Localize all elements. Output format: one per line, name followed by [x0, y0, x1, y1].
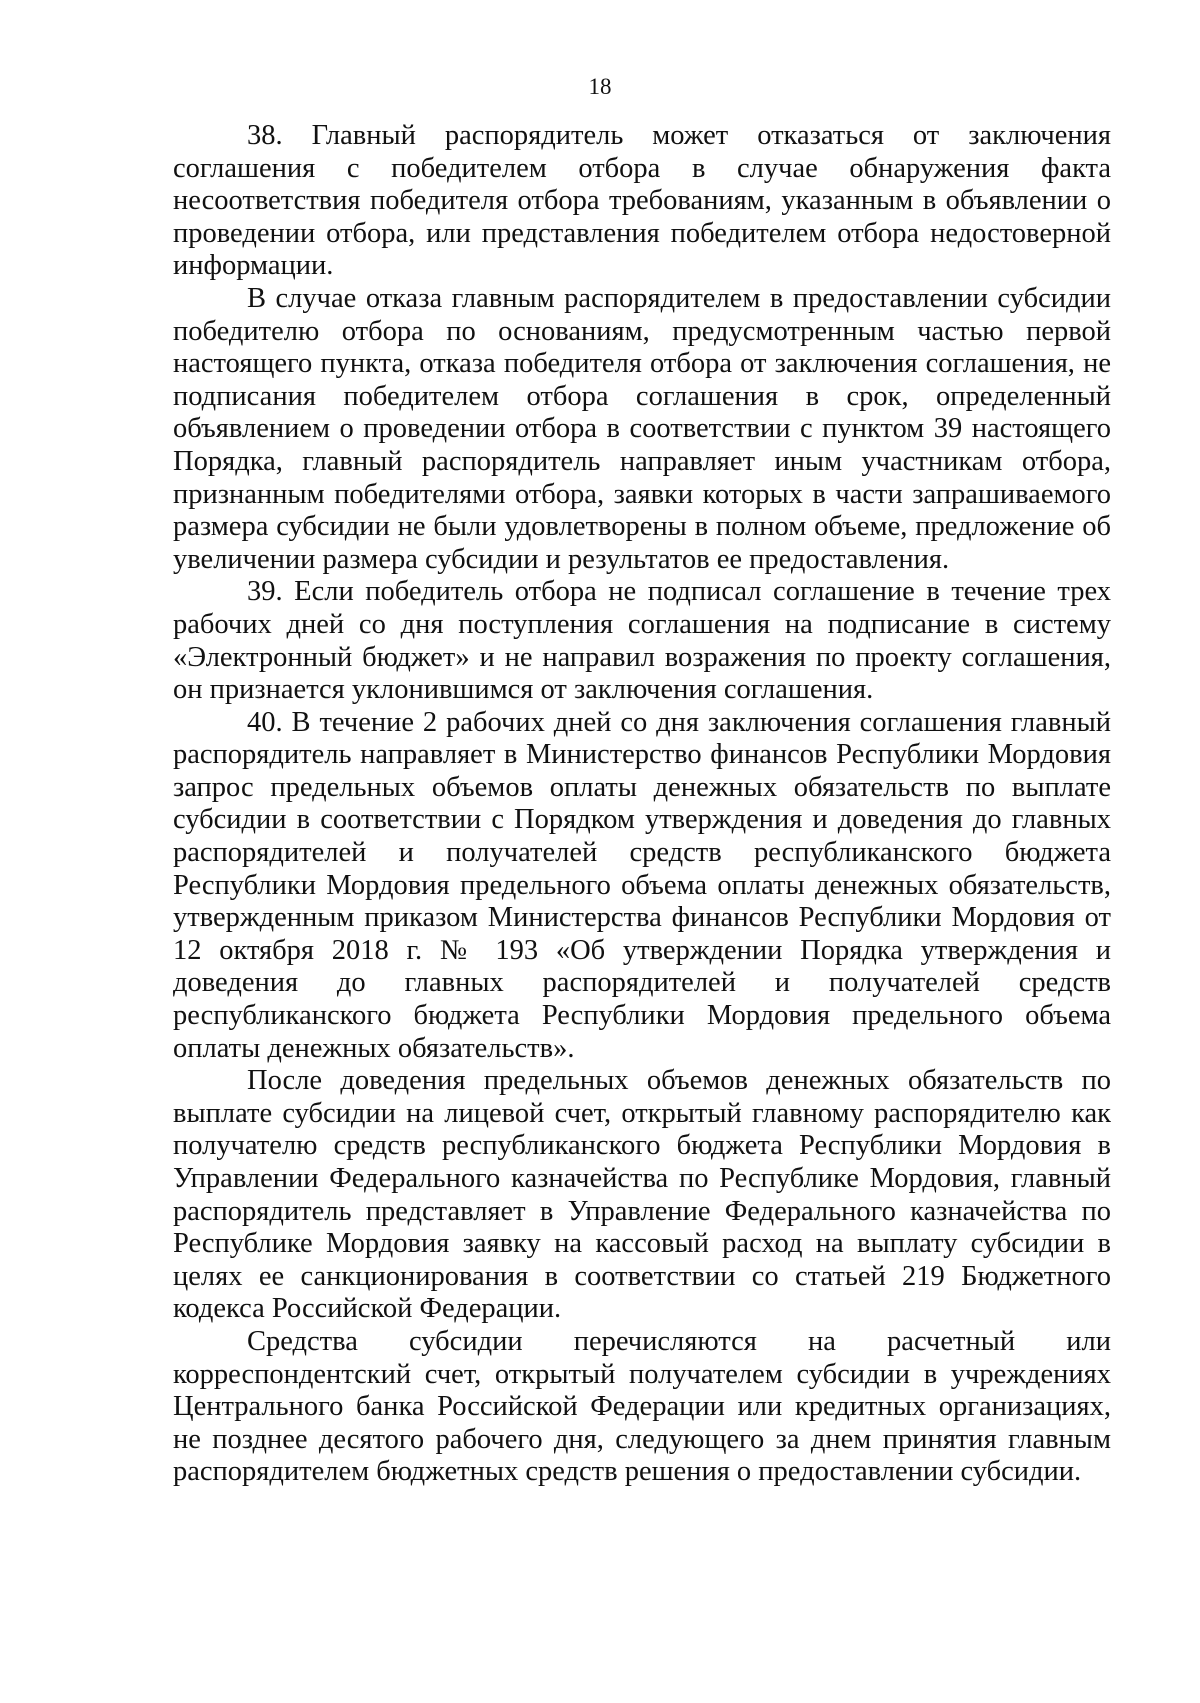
paragraph-40-cash-expense: После доведения предельных объемов денежных обязательств по выплате субсидии на лицевой счет, открытый главному распорядителю как получателю средств республиканского бюджета Республики Мордовия в Управлении Федерального казначейства по Республике Мордовия, главный распорядитель представляет в Управление Федерального казначейства по Республике Мордовия заявку на кассовый расход на выплату субсидии в целях ее санкционирования в соответствии со статьей 219 Бюджетного кодекса Российской Федерации. — [173, 1065, 1111, 1325]
paragraph-39: 39. Если победитель отбора не подписал соглашение в течение трех рабочих дней со дня поступления соглашения на подписание в систему «Электронный бюджет» и не направил возражения по проекту соглашения, он признается уклонившимся от заключения соглашения. — [173, 576, 1111, 706]
document-body — [173, 120, 1111, 1489]
paragraph-38: 38. Главный распорядитель может отказаться от заключения соглашения с победителем отбора в случае обнаружения факта несоответствия победителя отбора требованиям, указанным в объявлении о проведении отбора, или представления победителем отбора недостоверной информации. — [173, 120, 1111, 282]
page-number: 18 — [588, 74, 612, 99]
paragraph-38-refusal-case: В случае отказа главным распорядителем в предоставлении субсидии победителю отбора по основаниям, предусмотренным частью первой настоящего пункта, отказа победителя отбора от заключения соглашения, не подписания победителем отбора соглашения в срок, определенный объявлением о проведении отбора в соответствии с пунктом 39 настоящего Порядка, главный распорядитель направляет иным участникам отбора, признанным победителями отбора, заявки которых в части запрашиваемого размера субсидии не были удовлетворены в полном объеме, предложение об увеличении размера субсидии и результатов ее предоставления. — [173, 282, 1111, 575]
paragraph-40: 40. В течение 2 рабочих дней со дня заключения соглашения главный распорядитель направляет в Министерство финансов Республики Мордовия запрос предельных объемов оплаты денежных обязательств по выплате субсидии в соответствии с Порядком утверждения и доведения до главных распорядителей и получателей средств республиканского бюджета Республики Мордовия предельного объема оплаты денежных обязательств, утвержденным приказом Министерства финансов Республики Мордовия от 12 октября 2018 г. № 193 «Об утверждении Порядка утверждения и доведения до главных распорядителей и получателей средств республиканского бюджета Республики Мордовия предельного объема оплаты денежных обязательств». — [173, 706, 1111, 1064]
paragraph-40-transfer: Средства субсидии перечисляются на расчетный или корреспондентский счет, открытый получателем субсидии в учреждениях Центрального банка Российской Федерации или кредитных организациях, не позднее десятого рабочего дня, следующего за днем принятия главным распорядителем бюджетных средств решения о предоставлении субсидии. — [173, 1325, 1111, 1488]
